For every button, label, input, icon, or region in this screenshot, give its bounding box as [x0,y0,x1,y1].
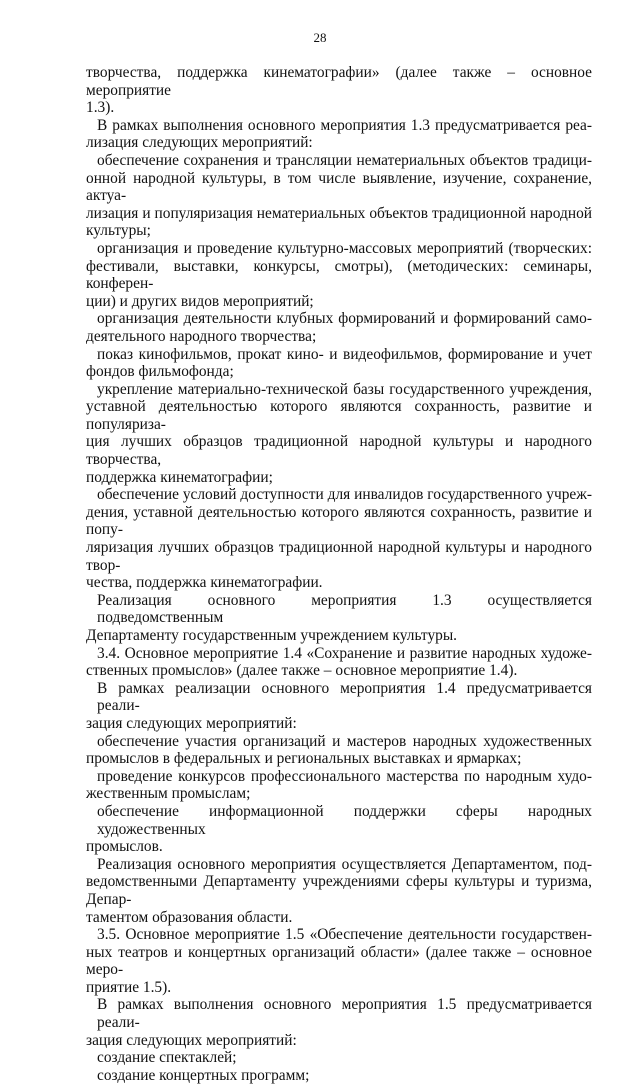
text-line: дения, уставной деятельностью которого являются сохранность, развитие и попу- [86,503,592,539]
text-line: укрепление материально-технической базы государственного учреждения, [97,380,592,398]
text-line: зация следующих мероприятий: [86,714,297,732]
text-line: жественным промыслам; [86,785,251,803]
text-line: показ кинофильмов, прокат кино- и видеофильмов, формирование и учет [97,345,592,363]
document-body [86,64,592,1084]
text-line: чества, поддержка кинематографии. [86,574,323,592]
text-line: фестивали, выставки, конкурсы, смотры), (методических: семинары, конферен- [86,257,592,293]
text-line: обеспечение сохранения и трансляции нематериальных объектов традици- [97,151,592,169]
text-line: создание спектаклей; [97,1049,237,1067]
text-line: ственных промыслов» (далее также – основное мероприятие 1.4). [86,662,518,680]
text-line: уставной деятельностью которого являются сохранность, развитие и популяриза- [86,398,592,433]
text-line: В рамках выполнения основного мероприятия 1.3 предусматривается реа- [97,116,592,134]
text-line: В рамках выполнения основного мероприятия 1.5 предусматривается реали- [97,996,592,1032]
text-line: организация и проведение культурно-массовых мероприятий (творческих: [97,239,592,257]
text-line: ных театров и концертных организаций области» (далее также – основное меро- [86,943,592,979]
text-line: обеспечение участия организаций и мастеров народных художественных [97,732,592,750]
text-line: Реализация основного мероприятия 1.3 осуществляется подведомственным [97,591,592,627]
text-line: 3.5. Основное мероприятие 1.5 «Обеспечение деятельности государствен- [97,926,592,944]
text-line: проведение конкурсов профессионального мастерства по народным худо- [97,767,592,785]
text-line: творчества, поддержка кинематографии» (далее также – основное мероприятие [86,64,592,99]
text-line: обеспечение условий доступности для инвалидов государственного учреж- [97,486,592,504]
text-line: фондов фильмофонда; [86,363,234,381]
text-line: приятие 1.5). [86,978,172,996]
text-line: культуры; [86,222,151,240]
text-line: Реализация основного мероприятия осуществляется Департаментом, под- [97,855,592,873]
text-line: промыслов. [86,838,163,856]
text-line: обеспечение информационной поддержки сферы народных художественных [97,802,592,838]
text-line: ляризация лучших образцов традиционной народной культуры и народного твор- [86,539,592,574]
text-line: поддержка кинематографии; [86,468,273,486]
text-line: Департаменту государственным учреждением культуры. [86,627,458,644]
text-line: В рамках реализации основного мероприятия 1.4 предусматривается реали- [97,679,592,715]
text-line: зация следующих мероприятий: [86,1031,297,1049]
text-line: 1.3). [86,99,115,117]
text-line: ведомственными Департаменту учреждениями сферы культуры и туризма, Депар- [86,873,592,908]
text-line: онной народной культуры, в том числе выявление, изучение, сохранение, актуа- [86,169,592,205]
text-line: лизация и популяризация нематериальных объектов традиционной народной [86,204,592,222]
text-line: организация деятельности клубных формирований и формирований само- [97,310,592,328]
text-line: промыслов в федеральных и региональных выставках и ярмарках; [86,750,522,768]
text-line: 3.4. Основное мероприятие 1.4 «Сохранение и развитие народных художе- [97,644,592,662]
text-line: деятельного народного творчества; [86,327,317,345]
text-line: таментом образования области. [86,908,293,926]
text-line: лизация следующих мероприятий: [86,134,313,152]
page-number: 28 [313,30,327,45]
text-line: создание концертных программ; [97,1066,310,1084]
text-line: ция лучших образцов традиционной народной культуры и народного творчества, [86,433,592,469]
text-line: ции) и других видов мероприятий; [86,292,314,310]
